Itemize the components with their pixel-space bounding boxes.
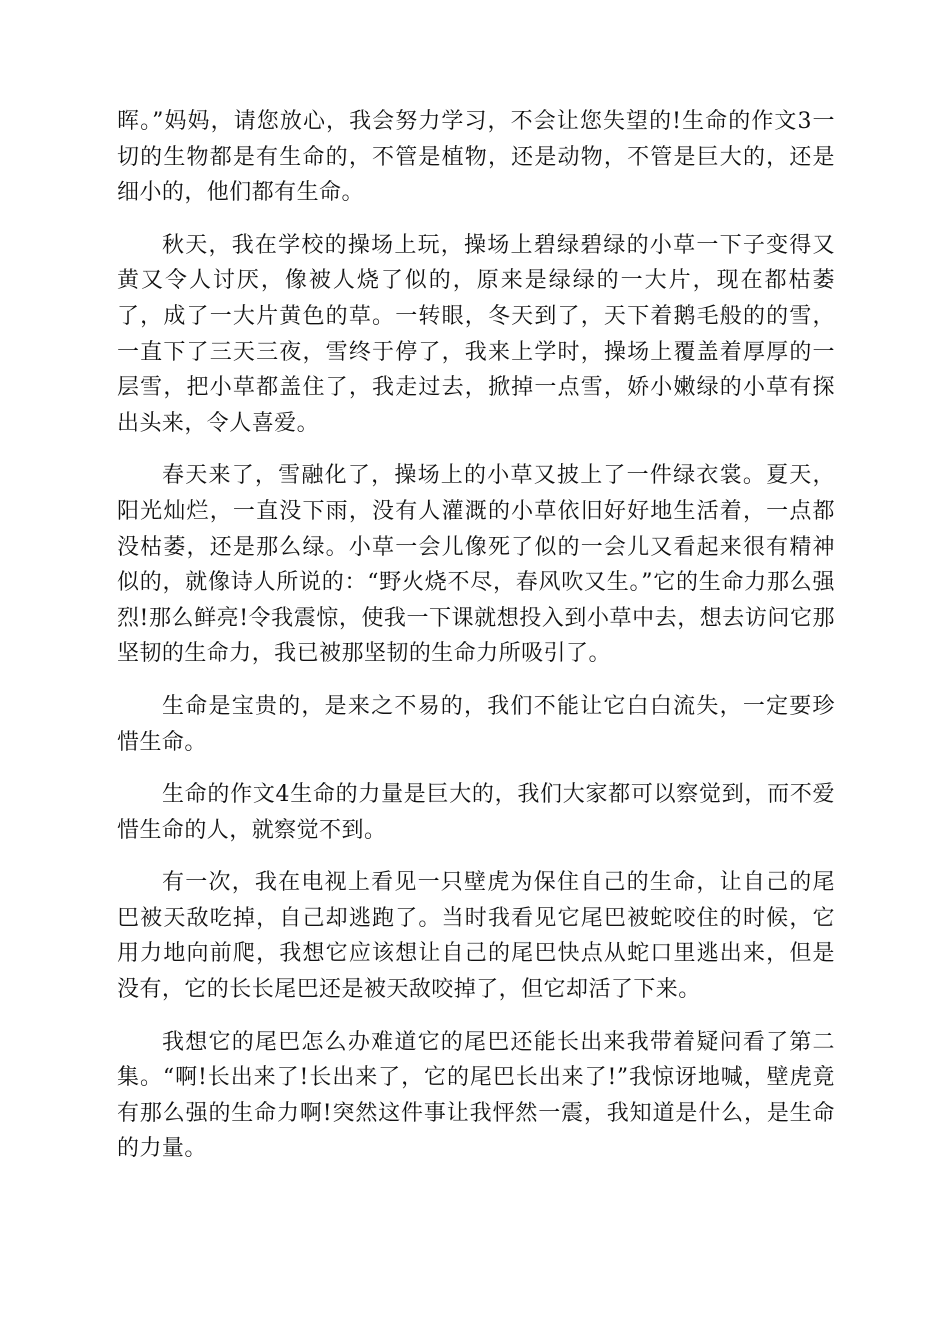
- paragraph-tail-regrow: 我想它的尾巴怎么办难道它的尾巴还能长出来我带着疑问看了第二集。“啊!长出来了!长出来了，它的尾巴长出来了!”我惊讶地喊，壁虎竟有那么强的生命力啊!突然这件事让我怦然一震，我知道是什么，是生命的力量。: [117, 1029, 835, 1162]
- paragraph-gecko: 有一次，我在电视上看见一只壁虎为保住自己的生命，让自己的尾巴被天敌吃掉，自己却逃跑了。当时我看见它尾巴被蛇咬住的时候，它用力地向前爬，我想它应该想让自己的尾巴快点从蛇口里逃出来，但是没有，它的长长尾巴还是被天敌咬掉了，但它却活了下来。: [117, 870, 835, 1003]
- paragraph-autumn: 秋天，我在学校的操场上玩，操场上碧绿碧绿的小草一下子变得又黄又令人讨厌，像被人烧了似的，原来是绿绿的一大片，现在都枯萎了，成了一大片黄色的草。一转眼，冬天到了，天下着鹅毛般的的雪，一直下了三天三夜，雪终于停了，我来上学时，操场上覆盖着厚厚的一层雪，把小草都盖住了，我走过去，掀掉一点雪，娇小嫩绿的小草有探出头来，令人喜爱。: [117, 232, 835, 436]
- paragraph-essay-4-intro: 生命的作文4生命的力量是巨大的，我们大家都可以察觉到，而不爱惜生命的人，就察觉不到。: [117, 782, 835, 843]
- paragraph-continued: 晖。”妈妈，请您放心，我会努力学习，不会让您失望的!生命的作文3一切的生物都是有生命的，不管是植物，还是动物，不管是巨大的，还是细小的，他们都有生命。: [117, 109, 835, 206]
- document-body: [117, 104, 835, 1184]
- paragraph-spring-summer: 春天来了，雪融化了，操场上的小草又披上了一件绿衣裳。夏天，阳光灿烂，一直没下雨，没有人灌溉的小草依旧好好地生活着，一点都没枯萎，还是那么绿。小草一会儿像死了似的一会儿又看起来很有精神似的，就像诗人所说的：“野火烧不尽，春风吹又生。”它的生命力那么强烈!那么鲜亮!令我震惊，使我一下课就想投入到小草中去，想去访问它那坚韧的生命力，我已被那坚韧的生命力所吸引了。: [117, 463, 835, 667]
- paragraph-cherish-life: 生命是宝贵的，是来之不易的，我们不能让它白白流失，一定要珍惜生命。: [117, 693, 835, 755]
